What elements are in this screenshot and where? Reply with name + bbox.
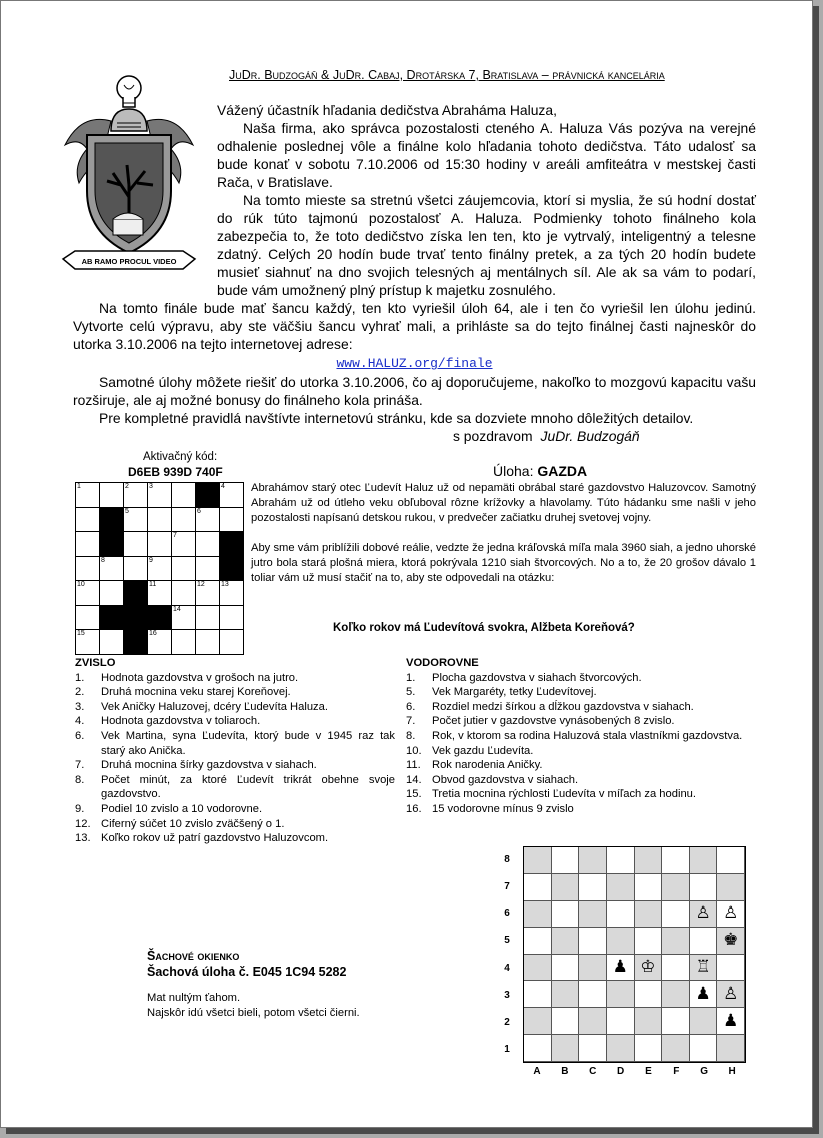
task-paragraph-1: Abrahámov starý otec Ľudevít Haluz už od nepamäti obrábal staré gazdovstvo Haluzovcov. Samotný Abrahám už od útleho veku obľuboval rôzne krížovky a hlavolamy. Túto hádanku sme našli v jeho pozostalosti napísanú detskou rukou, v predvečer začiatku druhej svetovej vojny. bbox=[251, 482, 756, 524]
letterhead-text: JuDr. Budzogáň & JuDr. Cabaj, Drotárska 7, Bratislava – právnická kancelária bbox=[229, 68, 665, 82]
crossword-cell[interactable] bbox=[220, 581, 244, 606]
clue-item bbox=[75, 831, 395, 846]
crossword-cell[interactable] bbox=[148, 556, 172, 581]
letter-paragraph-4: Samotné úlohy môžete riešiť do utorka 3.10.2006, čo aj doporučujeme, nakoľko to mozgovú kapacitu vašu rozširuje, ale aj možné bonusy do finálneho kola prináša. bbox=[73, 374, 756, 408]
chess-file-label: F bbox=[673, 1065, 680, 1077]
chess-square[interactable] bbox=[552, 847, 580, 874]
clue-text: Ciferný súčet 10 zvislo zväčšený o 1. bbox=[101, 817, 285, 830]
clue-number: 3. bbox=[75, 700, 85, 713]
crossword-cell[interactable] bbox=[76, 532, 100, 557]
chess-rank-label: 7 bbox=[504, 881, 510, 893]
clue-number: 2. bbox=[75, 686, 85, 699]
crossword-cell-number: 8 bbox=[101, 556, 105, 564]
chess-square[interactable] bbox=[552, 981, 580, 1008]
crossword-cell[interactable] bbox=[76, 507, 100, 532]
chess-square[interactable] bbox=[607, 874, 635, 901]
crossword-cell[interactable] bbox=[76, 605, 100, 630]
crossword-cell[interactable] bbox=[220, 605, 244, 630]
clue-item bbox=[75, 700, 395, 715]
clue-item bbox=[75, 817, 395, 832]
clue-text: Vek Margaréty, tetky Ľudevítovej. bbox=[432, 686, 597, 699]
clue-number: 11. bbox=[406, 759, 421, 772]
crossword-cell[interactable] bbox=[172, 605, 196, 630]
clue-text: Rok narodenia Aničky. bbox=[432, 759, 543, 772]
clue-number: 4. bbox=[75, 715, 85, 728]
chess-square[interactable] bbox=[579, 981, 607, 1008]
clue-item bbox=[406, 773, 751, 788]
task-description bbox=[251, 481, 756, 601]
clue-item bbox=[75, 714, 395, 729]
crossword-row bbox=[76, 532, 244, 557]
chess-square[interactable] bbox=[579, 928, 607, 955]
chess-file-label: D bbox=[616, 1065, 625, 1077]
clue-number: 16. bbox=[406, 802, 422, 815]
chess-file-label: C bbox=[589, 1065, 597, 1077]
chess-square[interactable] bbox=[552, 1008, 580, 1035]
clue-item bbox=[406, 714, 751, 729]
chess-square[interactable] bbox=[717, 981, 745, 1008]
crossword-cell-number: 9 bbox=[149, 556, 153, 564]
chess-square[interactable] bbox=[579, 847, 607, 874]
clue-number: 14. bbox=[406, 773, 422, 786]
crossword-cell[interactable] bbox=[76, 630, 100, 655]
chess-square[interactable] bbox=[524, 901, 552, 928]
finale-link[interactable]: www.HALUZ.org/finale bbox=[336, 356, 493, 371]
task-question: Koľko rokov má Ľudevítová svokra, Alžbeta Koreňová? bbox=[333, 622, 635, 634]
crossword-cell[interactable] bbox=[172, 630, 196, 655]
crossword-cell[interactable] bbox=[124, 483, 148, 508]
page-shadow-bottom bbox=[6, 1128, 819, 1134]
crossword-black-cell bbox=[124, 630, 148, 655]
chess-square[interactable] bbox=[635, 928, 663, 955]
chess-piece-icon: ♟ bbox=[723, 1010, 739, 1031]
crossword-cell[interactable] bbox=[220, 483, 244, 508]
chess-square[interactable] bbox=[635, 847, 663, 874]
chess-piece-icon: ♟ bbox=[695, 983, 711, 1004]
clue-item bbox=[75, 685, 395, 700]
crossword-row bbox=[76, 556, 244, 581]
crossword-cell[interactable] bbox=[196, 532, 220, 557]
chess-file-label: E bbox=[645, 1065, 652, 1077]
chess-square[interactable] bbox=[524, 981, 552, 1008]
chess-square[interactable] bbox=[717, 955, 745, 982]
crossword-cell[interactable] bbox=[148, 581, 172, 606]
crossword-black-cell bbox=[124, 581, 148, 606]
crossword-cell[interactable] bbox=[220, 630, 244, 655]
crossword-cell[interactable] bbox=[124, 556, 148, 581]
crossword-grid bbox=[75, 482, 244, 655]
letterhead bbox=[229, 68, 749, 82]
clue-text: 15 vodorovne mínus 9 zvislo bbox=[432, 802, 574, 815]
clue-number: 8. bbox=[75, 773, 85, 786]
chess-square[interactable] bbox=[524, 1008, 552, 1035]
clue-text: Podiel 10 zvislo a 10 vodorovne. bbox=[101, 802, 263, 815]
crossword-cell[interactable] bbox=[220, 507, 244, 532]
chess-square[interactable] bbox=[717, 874, 745, 901]
crossword-cell[interactable] bbox=[172, 532, 196, 557]
crossword-cell[interactable] bbox=[124, 507, 148, 532]
chess-square[interactable] bbox=[717, 847, 745, 874]
crossword-black-cell bbox=[220, 532, 244, 557]
chess-square[interactable] bbox=[552, 928, 580, 955]
clue-item bbox=[75, 671, 395, 686]
clues-across bbox=[406, 656, 751, 817]
clue-item bbox=[406, 685, 751, 700]
crossword-cell[interactable] bbox=[196, 581, 220, 606]
chess-square[interactable] bbox=[524, 1035, 552, 1062]
crossword-cell[interactable] bbox=[172, 483, 196, 508]
clue-text: Hodnota gazdovstva v grošoch na jutro. bbox=[101, 671, 299, 684]
chess-rank-labels bbox=[501, 846, 513, 1063]
crossword-cell[interactable] bbox=[148, 630, 172, 655]
crossword-cell-number: 11 bbox=[149, 581, 157, 588]
chess-piece-icon: ♚ bbox=[723, 930, 739, 951]
crossword-black-cell bbox=[100, 507, 124, 532]
chess-piece-icon: ♔ bbox=[640, 956, 656, 977]
crossword-cell[interactable] bbox=[172, 507, 196, 532]
clue-text: Rok, v ktorom sa rodina Haluzová stala vlastníkmi gazdovstva. bbox=[432, 729, 743, 742]
clue-item bbox=[406, 744, 751, 759]
chess-piece-icon: ♙ bbox=[723, 903, 739, 924]
letter-paragraph-3: Na tomto finále bude mať šancu každý, ten kto vyriešil úloh 64, ale i ten čo vyriešil len úlohu jedinú. Vytvorte celú výpravu, aby ste väčšiu šancu vyhrať mali, a prihláste sa do tejto finálnej časti najneskôr do utorka 3.10.2006 na tejto internetovej adrese: bbox=[73, 300, 756, 352]
crossword-cell[interactable] bbox=[100, 483, 124, 508]
crossword-row bbox=[76, 630, 244, 655]
chess-square[interactable] bbox=[607, 981, 635, 1008]
clue-item bbox=[406, 787, 751, 802]
chess-square[interactable] bbox=[717, 1008, 745, 1035]
chess-square[interactable] bbox=[552, 901, 580, 928]
crossword-cell[interactable] bbox=[100, 630, 124, 655]
signature-name: JuDr. Budzogáň bbox=[540, 428, 640, 444]
chess-square[interactable] bbox=[524, 955, 552, 982]
chess-file-label: H bbox=[728, 1065, 736, 1077]
clue-item bbox=[75, 802, 395, 817]
crossword-cell[interactable] bbox=[196, 630, 220, 655]
letter-body bbox=[73, 101, 756, 445]
crossword-cell-number: 3 bbox=[149, 483, 153, 490]
clue-text: Druhá mocnina veku starej Koreňovej. bbox=[101, 686, 291, 699]
crossword-cell-number: 5 bbox=[125, 507, 129, 515]
clue-item bbox=[75, 773, 395, 802]
chess-square[interactable] bbox=[579, 874, 607, 901]
crossword-cell[interactable] bbox=[196, 605, 220, 630]
crossword-cell[interactable] bbox=[76, 483, 100, 508]
clue-text: Vek gazdu Ľudevíta. bbox=[432, 744, 534, 757]
chess-square[interactable] bbox=[690, 928, 718, 955]
clue-text: Tretia mocnina rýchlosti Ľudevíta v míľach za hodinu. bbox=[432, 788, 697, 801]
activation-code: D6EB 939D 740F bbox=[128, 465, 223, 479]
chess-file-label: B bbox=[561, 1065, 569, 1077]
crossword-cell[interactable] bbox=[172, 556, 196, 581]
activation-code-label: Aktivačný kód: bbox=[143, 451, 218, 463]
chess-square[interactable] bbox=[635, 955, 663, 982]
chess-square[interactable] bbox=[635, 981, 663, 1008]
chess-square[interactable] bbox=[607, 847, 635, 874]
clue-item bbox=[406, 729, 751, 744]
crossword-cell-number: 12 bbox=[197, 581, 205, 588]
clue-text: Obvod gazdovstva v siahach. bbox=[432, 773, 579, 786]
clue-number: 5. bbox=[406, 686, 416, 699]
crossword-cell-number: 7 bbox=[173, 532, 177, 539]
chess-rank-label: 4 bbox=[504, 962, 510, 974]
chess-note-1: Mat nultým ťahom. bbox=[147, 992, 241, 1004]
clues-down bbox=[75, 656, 395, 846]
chess-rank-label: 1 bbox=[504, 1043, 510, 1055]
crossword-cell-number: 2 bbox=[125, 483, 129, 490]
task-paragraph-2: Aby sme vám priblížili dobové reálie, vedzte že jedna kráľovská míľa mala 3960 siah, a jedno uhorské jutro bola stará plošná miera, ktorá pokrývala 1210 siah štvorcových. No a to, že 20 grošov dávalo 1 toliar vám už musí stačiť na to, aby ste odpovedali na otázku: bbox=[251, 542, 756, 584]
closing-text: s pozdravom bbox=[453, 428, 533, 444]
chess-piece-icon: ♟ bbox=[612, 956, 628, 977]
chess-piece-icon: ♖ bbox=[695, 956, 711, 977]
chess-square[interactable] bbox=[662, 955, 690, 982]
chess-rank-label: 6 bbox=[504, 908, 510, 920]
chess-square[interactable] bbox=[552, 1035, 580, 1062]
crossword-black-cell bbox=[220, 556, 244, 581]
chess-piece-icon: ♙ bbox=[723, 983, 739, 1004]
clue-number: 1. bbox=[75, 671, 85, 684]
chess-square[interactable] bbox=[662, 847, 690, 874]
chess-square[interactable] bbox=[662, 1008, 690, 1035]
crossword-cell-number: 14 bbox=[173, 605, 181, 613]
clue-number: 1. bbox=[406, 671, 416, 684]
crest-motto: AB RAMO PROCUL VIDEO bbox=[81, 257, 177, 266]
chess-square[interactable] bbox=[635, 1035, 663, 1062]
chess-square[interactable] bbox=[690, 981, 718, 1008]
chess-rank-label: 5 bbox=[504, 935, 510, 947]
task-label: Úloha: bbox=[493, 463, 534, 479]
clue-item bbox=[75, 729, 395, 758]
clue-text: Rozdiel medzi šírkou a dĺžkou gazdovstva v siahach. bbox=[432, 700, 694, 713]
clue-item bbox=[406, 802, 751, 817]
clue-text: Počet jutier v gazdovstve vynásobených 8 zvislo. bbox=[432, 715, 675, 728]
crossword-cell[interactable] bbox=[76, 581, 100, 606]
clue-text: Hodnota gazdovstva v toliaroch. bbox=[101, 715, 261, 728]
letter-paragraph-5: Pre kompletné pravidlá navštívte internetovú stránku, kde sa dozviete mnoho dôležitých detailov. bbox=[99, 410, 694, 426]
chess-square[interactable] bbox=[690, 1008, 718, 1035]
clue-text: Plocha gazdovstva v siahach štvorcových. bbox=[432, 671, 642, 684]
chess-square[interactable] bbox=[717, 928, 745, 955]
clue-text: Druhá mocnina šírky gazdovstva v siahach. bbox=[101, 759, 317, 772]
crossword-row bbox=[76, 483, 244, 508]
clue-number: 6. bbox=[75, 729, 85, 742]
chess-square[interactable] bbox=[717, 901, 745, 928]
chess-square[interactable] bbox=[690, 1035, 718, 1062]
crossword-cell-number: 4 bbox=[221, 483, 225, 490]
chess-square[interactable] bbox=[524, 874, 552, 901]
clue-text: Vek Aničky Haluzovej, dcéry Ľudevíta Haluza. bbox=[101, 700, 328, 713]
crossword-cell-number: 1 bbox=[77, 483, 81, 490]
chess-square[interactable] bbox=[607, 1008, 635, 1035]
clue-text: Vek Martina, syna Ľudevíta, ktorý bude v 1945 raz tak starý ako Anička. bbox=[101, 729, 395, 757]
clue-item bbox=[75, 758, 395, 773]
crossword-row bbox=[76, 507, 244, 532]
chess-square[interactable] bbox=[662, 874, 690, 901]
crossword-black-cell bbox=[124, 605, 148, 630]
chess-square[interactable] bbox=[607, 1035, 635, 1062]
letter-paragraph-2: Na tomto mieste sa stretnú všetci záujemcovia, ktorí si myslia, že sú hodní dostať do rúk túto tajmonú pozostalosť A. Haluza. Podmienky tohoto finálneho kola zabezpečia to, že toto dedičstvo získa len ten, kto je vytrvalý, inteligentný a telesne zdatný. Celých 20 hodín bude trvať tento finálny pretek, a za tých 20 hodín budete musieť siahnuť na dno svojich telesných aj mentálnych síl. Ale ak sa vám to podarí, bude vám umožnený plný prístup k majetku zosnulého. bbox=[217, 192, 756, 298]
chess-notes bbox=[147, 991, 360, 1021]
crossword-cell[interactable] bbox=[100, 556, 124, 581]
chess-square[interactable] bbox=[717, 1035, 745, 1062]
crossword-cell[interactable] bbox=[76, 556, 100, 581]
clue-number: 6. bbox=[406, 700, 416, 713]
chess-square[interactable] bbox=[690, 955, 718, 982]
clue-number: 7. bbox=[75, 759, 85, 772]
chess-file-label: G bbox=[700, 1065, 709, 1077]
crossword-cell[interactable] bbox=[196, 507, 220, 532]
chess-square[interactable] bbox=[607, 955, 635, 982]
page-shadow-right bbox=[813, 6, 819, 1134]
clue-text: Počet minút, za ktoré Ľudevít trikrát obehne svoje gazdovstvo. bbox=[101, 773, 395, 801]
crossword-cell[interactable] bbox=[124, 532, 148, 557]
clue-number: 12. bbox=[75, 817, 91, 830]
chess-square[interactable] bbox=[579, 1035, 607, 1062]
chess-board bbox=[523, 846, 746, 1063]
chess-square[interactable] bbox=[579, 955, 607, 982]
crossword-cell[interactable] bbox=[148, 483, 172, 508]
chess-square[interactable] bbox=[552, 874, 580, 901]
chess-square[interactable] bbox=[635, 874, 663, 901]
crossword-cell-number: 16 bbox=[149, 630, 157, 637]
task-name: GAZDA bbox=[537, 463, 588, 479]
letter-greeting: Vážený účastník hľadania dedičstva Abraháma Haluza, bbox=[217, 102, 557, 118]
crossword-black-cell bbox=[100, 605, 124, 630]
crossword-cell[interactable] bbox=[100, 581, 124, 606]
clue-text: Koľko rokov už patrí gazdovstvo Haluzovcom. bbox=[101, 832, 329, 845]
clue-item bbox=[406, 671, 751, 686]
chess-note-2: Najskôr idú všetci bieli, potom všetci čierni. bbox=[147, 1007, 360, 1019]
clues-down-title: ZVISLO bbox=[75, 657, 116, 669]
clues-across-title: VODOROVNE bbox=[406, 657, 479, 669]
letter-paragraph-1: Naša firma, ako správca pozostalosti cteného A. Haluza Vás pozýva na verejné odhalenie poslednej vôle a finálne kolo hľadania tohoto dedičstva. Táto udalosť sa bude konať v sobotu 7.10.2006 od 15:30 hodiny v areáli amfiteátra v mestskej časti Rača, v Bratislave. bbox=[217, 120, 756, 190]
crossword-black-cell bbox=[100, 532, 124, 557]
crossword-row bbox=[76, 605, 244, 630]
clue-number: 7. bbox=[406, 715, 416, 728]
chess-square[interactable] bbox=[690, 847, 718, 874]
chess-square[interactable] bbox=[607, 901, 635, 928]
clue-item bbox=[406, 758, 751, 773]
chess-file-labels bbox=[523, 1064, 746, 1078]
crossword-cell-number: 6 bbox=[197, 507, 201, 515]
chess-square[interactable] bbox=[524, 847, 552, 874]
chess-square[interactable] bbox=[690, 874, 718, 901]
chess-square[interactable] bbox=[662, 928, 690, 955]
crossword-black-cell bbox=[196, 483, 220, 508]
chess-rank-label: 8 bbox=[504, 854, 510, 866]
clue-number: 13. bbox=[75, 832, 91, 845]
chess-square[interactable] bbox=[662, 1035, 690, 1062]
chess-piece-icon: ♙ bbox=[695, 903, 711, 924]
clue-item bbox=[406, 700, 751, 715]
crossword-cell[interactable] bbox=[172, 581, 196, 606]
chess-square[interactable] bbox=[662, 981, 690, 1008]
letter-signature bbox=[73, 427, 756, 445]
crossword-cell[interactable] bbox=[148, 507, 172, 532]
chess-heading: Šachové okienko bbox=[147, 949, 240, 963]
chess-square[interactable] bbox=[635, 901, 663, 928]
crossword-cell[interactable] bbox=[196, 556, 220, 581]
crossword-cell-number: 13 bbox=[221, 581, 229, 588]
crossword-cell[interactable] bbox=[148, 532, 172, 557]
chess-square[interactable] bbox=[579, 1008, 607, 1035]
clue-number: 10. bbox=[406, 744, 422, 757]
crossword-cell-number: 10 bbox=[77, 581, 85, 588]
clue-number: 15. bbox=[406, 788, 422, 801]
chess-square[interactable] bbox=[579, 901, 607, 928]
chess-square[interactable] bbox=[607, 928, 635, 955]
chess-square[interactable] bbox=[662, 901, 690, 928]
chess-square[interactable] bbox=[552, 955, 580, 982]
crossword-black-cell bbox=[148, 605, 172, 630]
chess-square[interactable] bbox=[524, 928, 552, 955]
clue-number: 9. bbox=[75, 802, 85, 815]
chess-rank-label: 3 bbox=[504, 989, 510, 1001]
chess-rank-label: 2 bbox=[504, 1016, 510, 1028]
crossword-row bbox=[76, 581, 244, 606]
chess-problem-id: Šachová úloha č. E045 1C94 5282 bbox=[147, 965, 347, 979]
chess-square[interactable] bbox=[635, 1008, 663, 1035]
chess-square[interactable] bbox=[690, 901, 718, 928]
chess-section-title bbox=[147, 948, 346, 980]
task-title bbox=[493, 463, 587, 479]
clue-number: 8. bbox=[406, 729, 416, 742]
crossword-cell-number: 15 bbox=[77, 630, 85, 637]
chess-file-label: A bbox=[533, 1065, 541, 1077]
